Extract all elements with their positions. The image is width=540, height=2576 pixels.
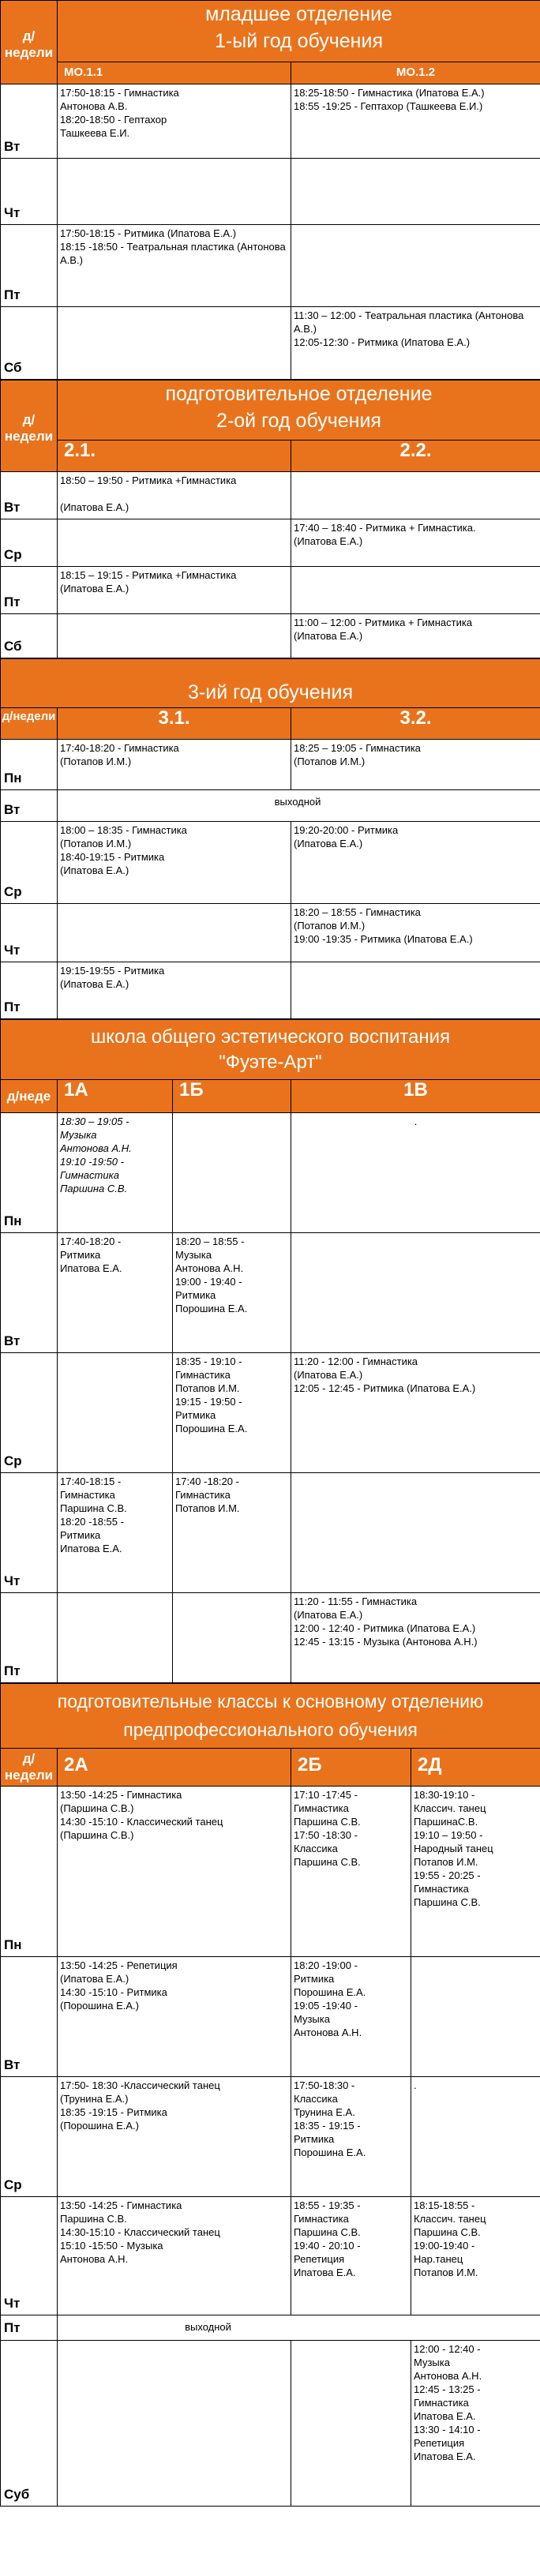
- group-header: 1Б: [173, 1080, 291, 1113]
- section-title: [58, 381, 540, 441]
- schedule-cell: 18:30 – 19:05 - Музыка Антонова А.Н. 19:10 -19:50 - Гимнастика Паршина С.В.: [58, 1113, 173, 1233]
- section-junior-table: [0, 0, 540, 380]
- section-preprofessional-table: [0, 1683, 540, 2507]
- day-label: Пт: [1, 225, 58, 307]
- day-label: Сб: [1, 614, 58, 658]
- day-column-header: д/неде: [1, 1080, 58, 1113]
- day-off-cell: выходной: [58, 2315, 540, 2341]
- schedule-cell: 17:40-18:20 - Ритмика Ипатова Е.А.: [58, 1233, 173, 1353]
- schedule-cell: .: [291, 1113, 540, 1233]
- schedule-cell: 17:50-18:15 - Гимнастика Антонова А.В. 18:20-18:50 - Гептахор Ташкеева Е.И.: [58, 84, 291, 159]
- schedule-cell: 17:40-18:15 - Гимнастика Паршина С.В. 18:20 -18:55 - Ритмика Ипатова Е.А.: [58, 1473, 173, 1593]
- schedule-cell: 19:15-19:55 - Ритмика (Ипатова Е.А.): [58, 962, 291, 1019]
- day-label: Вт: [1, 790, 58, 822]
- schedule-cell: [58, 1593, 173, 1683]
- section-title: 3-ий год обучения: [1, 659, 540, 708]
- schedule-cell: 13:50 -14:25 - Гимнастика Паршина С.В. 14:30-15:10 - Классический танец 15:10 -15:50 - Музыка Антонова А.Н.: [58, 2197, 291, 2315]
- schedule-cell: [58, 1353, 173, 1473]
- section-title-line2: 2-ой год обучения: [216, 410, 381, 432]
- day-label: Ср: [1, 519, 58, 567]
- schedule-cell: [291, 567, 540, 614]
- schedule-cell: 18:25 – 19:05 - Гимнастика (Потапов И.М.): [291, 740, 540, 790]
- schedule-cell: [291, 472, 540, 519]
- section-title: [58, 1, 540, 62]
- schedule-cell: 18:20 – 18:55 - Гимнастика (Потапов И.М.) 19:00 -19:35 - Ритмика (Ипатова Е.А.): [291, 904, 540, 962]
- day-label: Пн: [1, 1787, 58, 1957]
- day-label: Вт: [1, 84, 58, 159]
- schedule-cell: 18:20 -19:00 - Ритмика Порошина Е.А. 19:05 -19:40 - Музыка Антонова А.Н.: [291, 1957, 411, 2077]
- section-fouette-art-table: [0, 1019, 540, 1683]
- group-header: 2.1.: [58, 441, 291, 472]
- schedule-cell: [291, 225, 540, 307]
- section-title-line2: предпрофессионального обучения: [123, 1719, 418, 1740]
- schedule-cell: 11:30 – 12:00 - Театральная пластика (Антонова А.В.) 12:05-12:30 - Ритмика (Ипатова Е.А.): [291, 307, 540, 380]
- day-label: Пт: [1, 567, 58, 614]
- schedule-cell: 18:00 – 18:35 - Гимнастика (Потапов И.М.) 18:40-19:15 - Ритмика (Ипатова Е.А.): [58, 822, 291, 904]
- day-label: Суб: [1, 2341, 58, 2507]
- schedule-cell: [58, 904, 291, 962]
- day-label: Чт: [1, 159, 58, 225]
- schedule-cell: 18:35 - 19:10 - Гимнастика Потапов И.М. 19:15 - 19:50 - Ритмика Порошина Е.А.: [173, 1353, 291, 1473]
- day-column-header: д/недели: [1, 1749, 58, 1787]
- schedule-cell: [291, 962, 540, 1019]
- schedule-cell: 18:20 – 18:55 - Музыка Антонова А.Н. 19:00 - 19:40 - Ритмика Порошина Е.А.: [173, 1233, 291, 1353]
- day-label: Ср: [1, 2077, 58, 2197]
- schedule-cell: 11:20 - 12:00 - Гимнастика (Ипатова Е.А.) 12:05 - 12:45 - Ритмика (Ипатова Е.А.): [291, 1353, 540, 1473]
- day-label: Пт: [1, 2315, 58, 2341]
- day-label: Вт: [1, 1957, 58, 2077]
- group-header: 1А: [58, 1080, 173, 1113]
- group-header: 3.2.: [291, 708, 540, 740]
- day-off-cell: выходной: [58, 790, 540, 822]
- day-label: Пт: [1, 962, 58, 1019]
- schedule-cell: 18:30-19:10 - Классич. танец ПаршинаС.В. 19:10 – 19:50 - Народный танец Потапов И.М. 19:55 - 20:25 - Гимнастика Паршина С.В.: [411, 1787, 540, 1957]
- schedule-cell: 17:40-18:20 - Гимнастика (Потапов И.М.): [58, 740, 291, 790]
- schedule-cell: 18:15-18:55 - Классич. танец Паршина С.В. 19:00-19:40 - Нар.танец Потапов И.М.: [411, 2197, 540, 2315]
- day-label: Сб: [1, 307, 58, 380]
- schedule-cell: .: [411, 2077, 540, 2197]
- day-label: Ср: [1, 1353, 58, 1473]
- day-label: Пн: [1, 740, 58, 790]
- section-title: [1, 1684, 540, 1749]
- section-title-line1: школа общего эстетического воспитания: [90, 1026, 451, 1048]
- schedule-cell: 17:10 -17:45 - Гимнастика Паршина С.В. 17:50 -18:30 - Классика Паршина С.В.: [291, 1787, 411, 1957]
- schedule-cell: 17:40 -18:20 - Гимнастика Потапов И.М.: [173, 1473, 291, 1593]
- schedule-cell: 18:25-18:50 - Гимнастика (Ипатова Е.А.) 18:55 -19:25 - Гептахор (Ташкеева Е.И.): [291, 84, 540, 159]
- group-header: 3.1.: [58, 708, 291, 740]
- schedule-cell: 13:50 -14:25 - Репетиция (Ипатова Е.А.) 14:30 -15:10 - Ритмика (Порошина Е.А.): [58, 1957, 291, 2077]
- schedule-cell: 12:00 - 12:40 - Музыка Антонова А.Н. 12:45 - 13:25 - Гимнастика Ипатова Е.А. 13:30 - 14:10 - Репетиция Ипатова Е.А.: [411, 2341, 540, 2507]
- section-title-line1: младшее отделение: [205, 3, 392, 25]
- schedule-cell: 11:20 - 11:55 - Гимнастика (Ипатова Е.А.) 12:00 - 12:40 - Ритмика (Ипатова Е.А.) 12:45 - 13:15 - Музыка (Антонова А.Н.): [291, 1593, 540, 1683]
- schedule-cell: 17:50- 18:30 -Классический танец (Трунина Е.А.) 18:35 -19:15 - Ритмика (Порошина Е.А.): [58, 2077, 291, 2197]
- group-header: МО.1.1: [58, 62, 291, 84]
- day-column-header: д/недели: [1, 381, 58, 472]
- schedule-cell: [173, 1593, 291, 1683]
- day-label: Вт: [1, 1233, 58, 1353]
- section-title: [1, 1020, 540, 1080]
- day-label: Чт: [1, 1473, 58, 1593]
- group-header: 2А: [58, 1749, 291, 1787]
- schedule-cell: 18:55 - 19:35 - Гимнастика Паршина С.В. 19:40 - 20:10 - Репетиция Ипатова Е.А.: [291, 2197, 411, 2315]
- section-title-line2: 1-ый год обучения: [215, 30, 383, 52]
- day-label: Пн: [1, 1113, 58, 1233]
- schedule-cell: 19:20-20:00 - Ритмика (Ипатова Е.А.): [291, 822, 540, 904]
- day-label: Ср: [1, 822, 58, 904]
- day-label: Чт: [1, 904, 58, 962]
- schedule-cell: [58, 159, 291, 225]
- day-label: Вт: [1, 472, 58, 519]
- section-preparatory-table: [0, 380, 540, 658]
- group-header: 2Б: [291, 1749, 411, 1787]
- group-header: МО.1.2: [291, 62, 540, 84]
- day-label: Чт: [1, 2197, 58, 2315]
- schedule-cell: 17:50-18:30 - Классика Трунина Е.А. 18:35 - 19:15 - Ритмика Порошина Е.А.: [291, 2077, 411, 2197]
- day-column-header: д/недели: [1, 1, 58, 84]
- day-column-header: д/недели: [1, 708, 58, 740]
- section-title-line1: подготовительные классы к основному отделению: [57, 1691, 484, 1712]
- section-title-line1: подготовительное отделение: [165, 383, 433, 405]
- group-header: 2.2.: [291, 441, 540, 472]
- group-header: 1В: [291, 1080, 540, 1113]
- schedule-cell: [291, 159, 540, 225]
- schedule-cell: 13:50 -14:25 - Гимнастика (Паршина С.В.) 14:30 -15:10 - Классический танец (Паршина С.В.): [58, 1787, 291, 1957]
- day-label: Пт: [1, 1593, 58, 1683]
- schedule-cell: [291, 2341, 411, 2507]
- schedule-cell: 18:15 – 19:15 - Ритмика +Гимнастика (Ипатова Е.А.): [58, 567, 291, 614]
- schedule-cell: [58, 519, 291, 567]
- schedule-cell: 18:50 – 19:50 - Ритмика +Гимнастика (Ипатова Е.А.): [58, 472, 291, 519]
- schedule-cell: [58, 2341, 291, 2507]
- group-header: 2Д: [411, 1749, 540, 1787]
- schedule-cell: [411, 1957, 540, 2077]
- schedule-cell: 11:00 – 12:00 - Ритмика + Гимнастика (Ипатова Е.А.): [291, 614, 540, 658]
- schedule-cell: 17:40 – 18:40 - Ритмика + Гимнастика. (Ипатова Е.А.): [291, 519, 540, 567]
- schedule-cell: [58, 614, 291, 658]
- schedule-cell: [291, 1473, 540, 1593]
- section-title-line2: "Фуэте-Арт": [219, 1052, 322, 1073]
- schedule-cell: [58, 307, 291, 380]
- schedule-cell: 17:50-18:15 - Ритмика (Ипатова Е.А.) 18:15 -18:50 - Театральная пластика (Антонова А.В.): [58, 225, 291, 307]
- schedule-cell: [291, 1233, 540, 1353]
- schedule-cell: [173, 1113, 291, 1233]
- section-third-year-table: [0, 658, 540, 1019]
